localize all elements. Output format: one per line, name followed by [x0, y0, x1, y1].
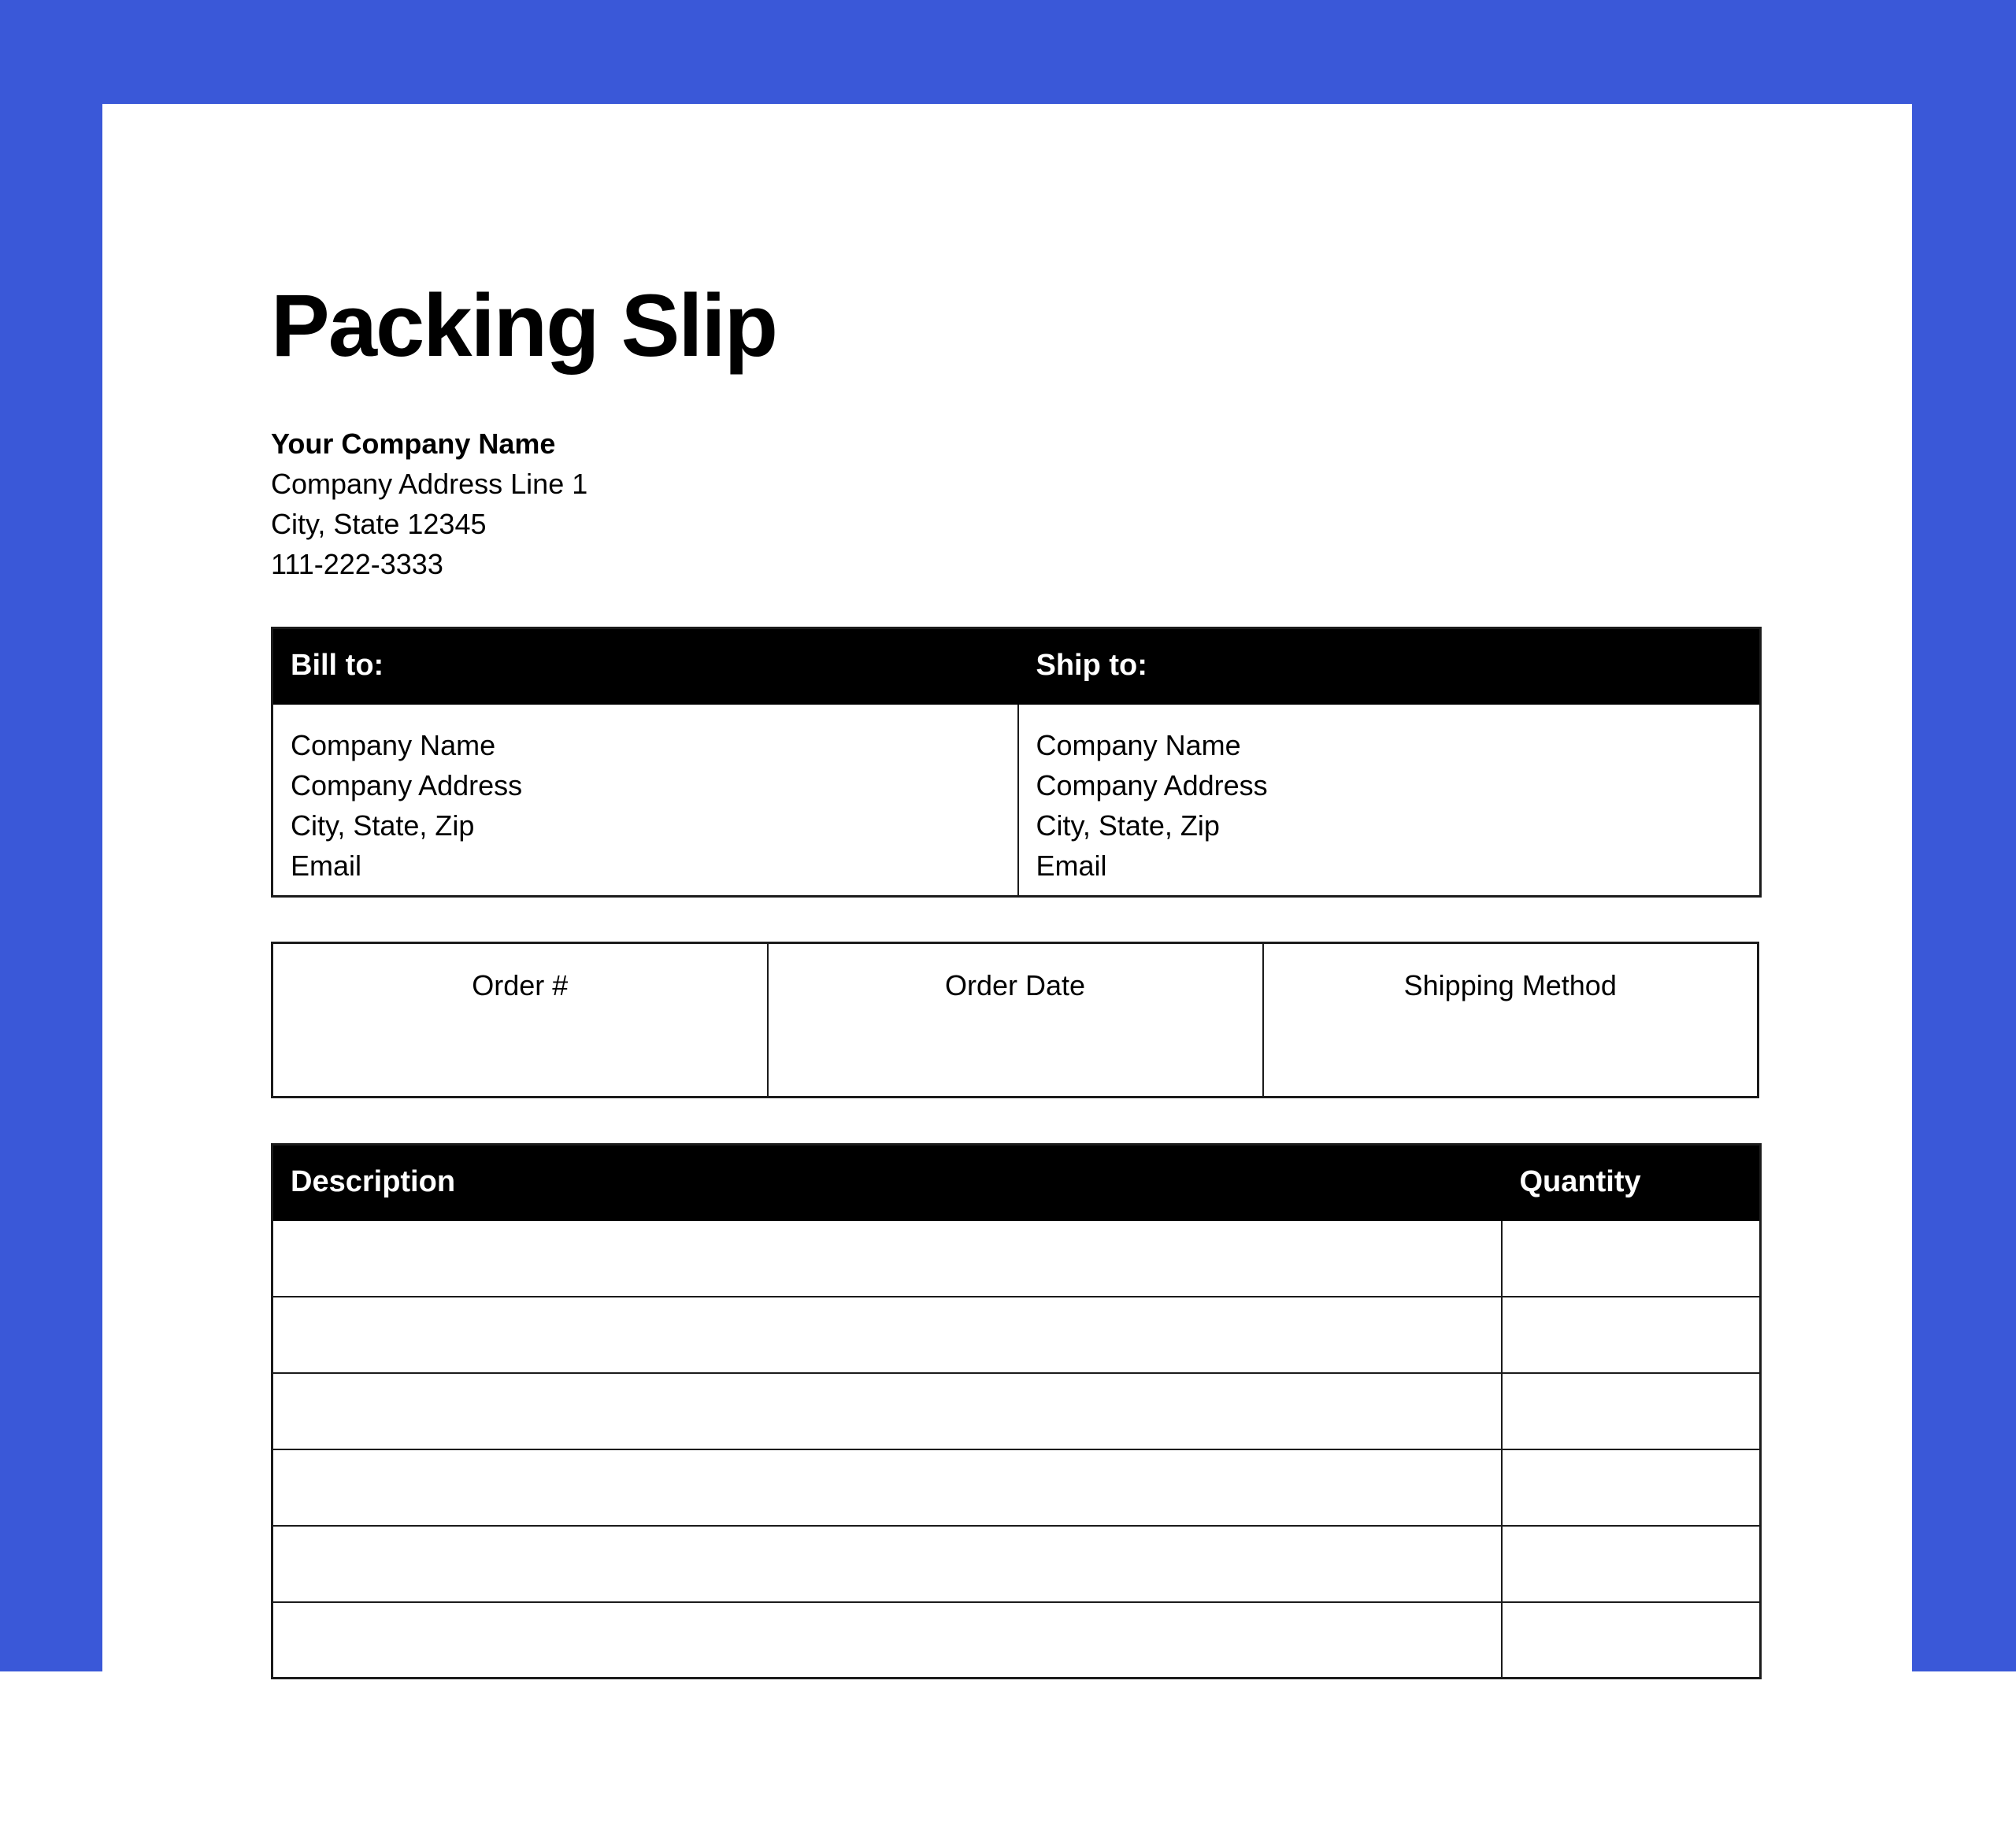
item-quantity-cell	[1502, 1297, 1761, 1373]
ship-to-email: Email	[1036, 849, 1107, 882]
items-header-row	[272, 1145, 1761, 1220]
item-quantity-cell	[1502, 1602, 1761, 1679]
bill-to-company-address: Company Address	[291, 768, 523, 801]
item-row	[272, 1602, 1761, 1679]
description-header: Description	[272, 1145, 1502, 1220]
item-row	[272, 1373, 1761, 1449]
item-description-cell	[272, 1220, 1502, 1297]
items-table	[271, 1143, 1762, 1679]
company-name: Your Company Name	[271, 428, 556, 460]
ship-to-header: Ship to:	[1018, 628, 1761, 704]
bill-to-header: Bill to:	[272, 628, 1018, 704]
bill-to-email: Email	[291, 849, 362, 882]
item-description-cell	[272, 1602, 1502, 1679]
bill-ship-header-row	[272, 628, 1761, 704]
item-row	[272, 1220, 1761, 1297]
shipping-method-cell: Shipping Method	[1263, 943, 1758, 1098]
item-quantity-cell	[1502, 1449, 1761, 1526]
item-description-cell	[272, 1373, 1502, 1449]
bill-to-city-state-zip: City, State, Zip	[291, 809, 475, 842]
quantity-header: Quantity	[1502, 1145, 1761, 1220]
ship-to-company-name: Company Name	[1036, 728, 1241, 761]
page-content	[271, 276, 1759, 1679]
order-info-table	[271, 942, 1759, 1098]
item-description-cell	[272, 1449, 1502, 1526]
company-address-line: Company Address Line 1	[271, 468, 588, 500]
company-city-state-zip: City, State 12345	[271, 508, 487, 540]
items-table-body	[272, 1220, 1761, 1679]
bill-to-company-name: Company Name	[291, 728, 496, 761]
packing-slip-page	[102, 104, 1912, 1836]
bill-to-details	[272, 704, 1018, 897]
item-quantity-cell	[1502, 1526, 1761, 1602]
order-date-cell: Order Date	[768, 943, 1263, 1098]
item-description-cell	[272, 1526, 1502, 1602]
ship-to-city-state-zip: City, State, Zip	[1036, 809, 1220, 842]
order-info-row	[272, 943, 1758, 1098]
order-number-cell: Order #	[272, 943, 768, 1098]
bill-ship-body-row	[272, 704, 1761, 897]
item-quantity-cell	[1502, 1373, 1761, 1449]
ship-to-details	[1018, 704, 1761, 897]
item-quantity-cell	[1502, 1220, 1761, 1297]
bill-ship-table	[271, 627, 1762, 898]
document-title: Packing Slip	[271, 276, 776, 375]
item-description-cell	[272, 1297, 1502, 1373]
item-row	[272, 1526, 1761, 1602]
ship-to-company-address: Company Address	[1036, 768, 1268, 801]
company-phone: 111-222-3333	[271, 548, 443, 580]
item-row	[272, 1297, 1761, 1373]
item-row	[272, 1449, 1761, 1526]
company-info	[271, 424, 1759, 584]
